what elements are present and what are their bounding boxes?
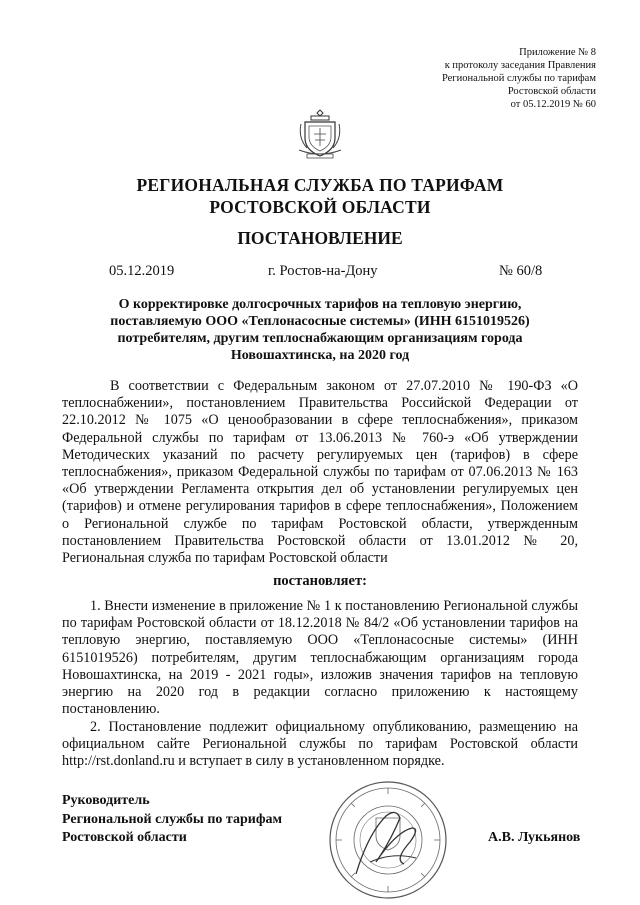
document-date: 05.12.2019 — [109, 263, 175, 279]
organization-name — [0, 174, 640, 218]
appendix-line: от 05.12.2019 № 60 — [510, 99, 596, 110]
subject-line: потребителям, другим теплоснабжающим организациям города — [117, 331, 523, 346]
decree-word: постановляет: — [273, 573, 367, 589]
preamble-paragraph: В соответствии с Федеральным законом от 27.07.2010 № 190-ФЗ «О теплоснабжении», постановлением Правительства Российской Федерации от 22.10.2012 № 1075 «О ценообразовании в сфере теплоснабжения», приказом Федеральной службы по тарифам от 13.06.2013 № 760-э «Об утверждении Методических указаний по расчету регулируемых цен (тарифов) в сфере теплоснабжения», приказом Федеральной службы по тарифам от 07.06.2013 № 163 «Об утверждении Регламента открытия дел об установлении регулируемых цен (тарифов) и отмене регулирования тарифов в сфере теплоснабжения», Положением о Региональной службе по тарифам Ростовской области, утвержденным постановлением Правительства Ростовской области от 13.01.2012 № 20, Региональная служба по тарифам Ростовской области — [62, 378, 578, 567]
signature-title — [62, 792, 282, 848]
decree-item-2: 2. Постановление подлежит официальному опубликованию, размещению на официальном сайте Региональной службы по тарифам Ростовской области http://rst.donland.ru и вступает в силу в установленном порядке. — [62, 719, 578, 770]
organization-name-line: РОСТОВСКОЙ ОБЛАСТИ — [209, 197, 431, 217]
document-subject — [62, 296, 578, 364]
signer-name: А.В. Лукьянов — [488, 830, 581, 845]
appendix-line: Региональной службы по тарифам — [441, 73, 596, 84]
subject-line: Новошахтинска, на 2020 год — [230, 348, 410, 363]
organization-name-line: РЕГИОНАЛЬНАЯ СЛУЖБА ПО ТАРИФАМ — [136, 175, 504, 195]
signature-title-line: Ростовской области — [62, 830, 187, 845]
appendix-line: Приложение № 8 — [519, 47, 596, 58]
decree-item-1: 1. Внести изменение в приложение № 1 к постановлению Региональной службы по тарифам Ростовской области от 18.12.2018 № 84/2 «Об установлении тарифов на тепловую энергию, поставляемую ООО «Теплонасосные системы» (ИНН 6151019526) потребителям, другим теплоснабжающим организациям города Новошахтинска, на 2019 - 2021 годы», изложив значения тарифов на тепловую энергию на 2020 год в редакции согласно приложению к настоящему постановлению. — [62, 598, 578, 718]
document-number: № 60/8 — [499, 263, 543, 279]
appendix-line: Ростовской области — [507, 86, 596, 97]
appendix-note — [336, 46, 596, 111]
signature-title-line: Руководитель — [62, 793, 150, 808]
signature-title-line: Региональной службы по тарифам — [62, 811, 283, 827]
subject-line: О корректировке долгосрочных тарифов на тепловую энергию, — [118, 297, 522, 312]
document-type: ПОСТАНОВЛЕНИЕ — [237, 228, 403, 248]
subject-line: поставляемую ООО «Теплонасосные системы» (ИНН 6151019526) — [110, 314, 530, 329]
document-city: г. Ростов-на-Дону — [268, 263, 378, 279]
appendix-line: к протоколу заседания Правления — [444, 60, 596, 71]
official-seal-stamp-icon — [326, 778, 450, 902]
rostov-coat-of-arms-icon — [297, 106, 343, 162]
